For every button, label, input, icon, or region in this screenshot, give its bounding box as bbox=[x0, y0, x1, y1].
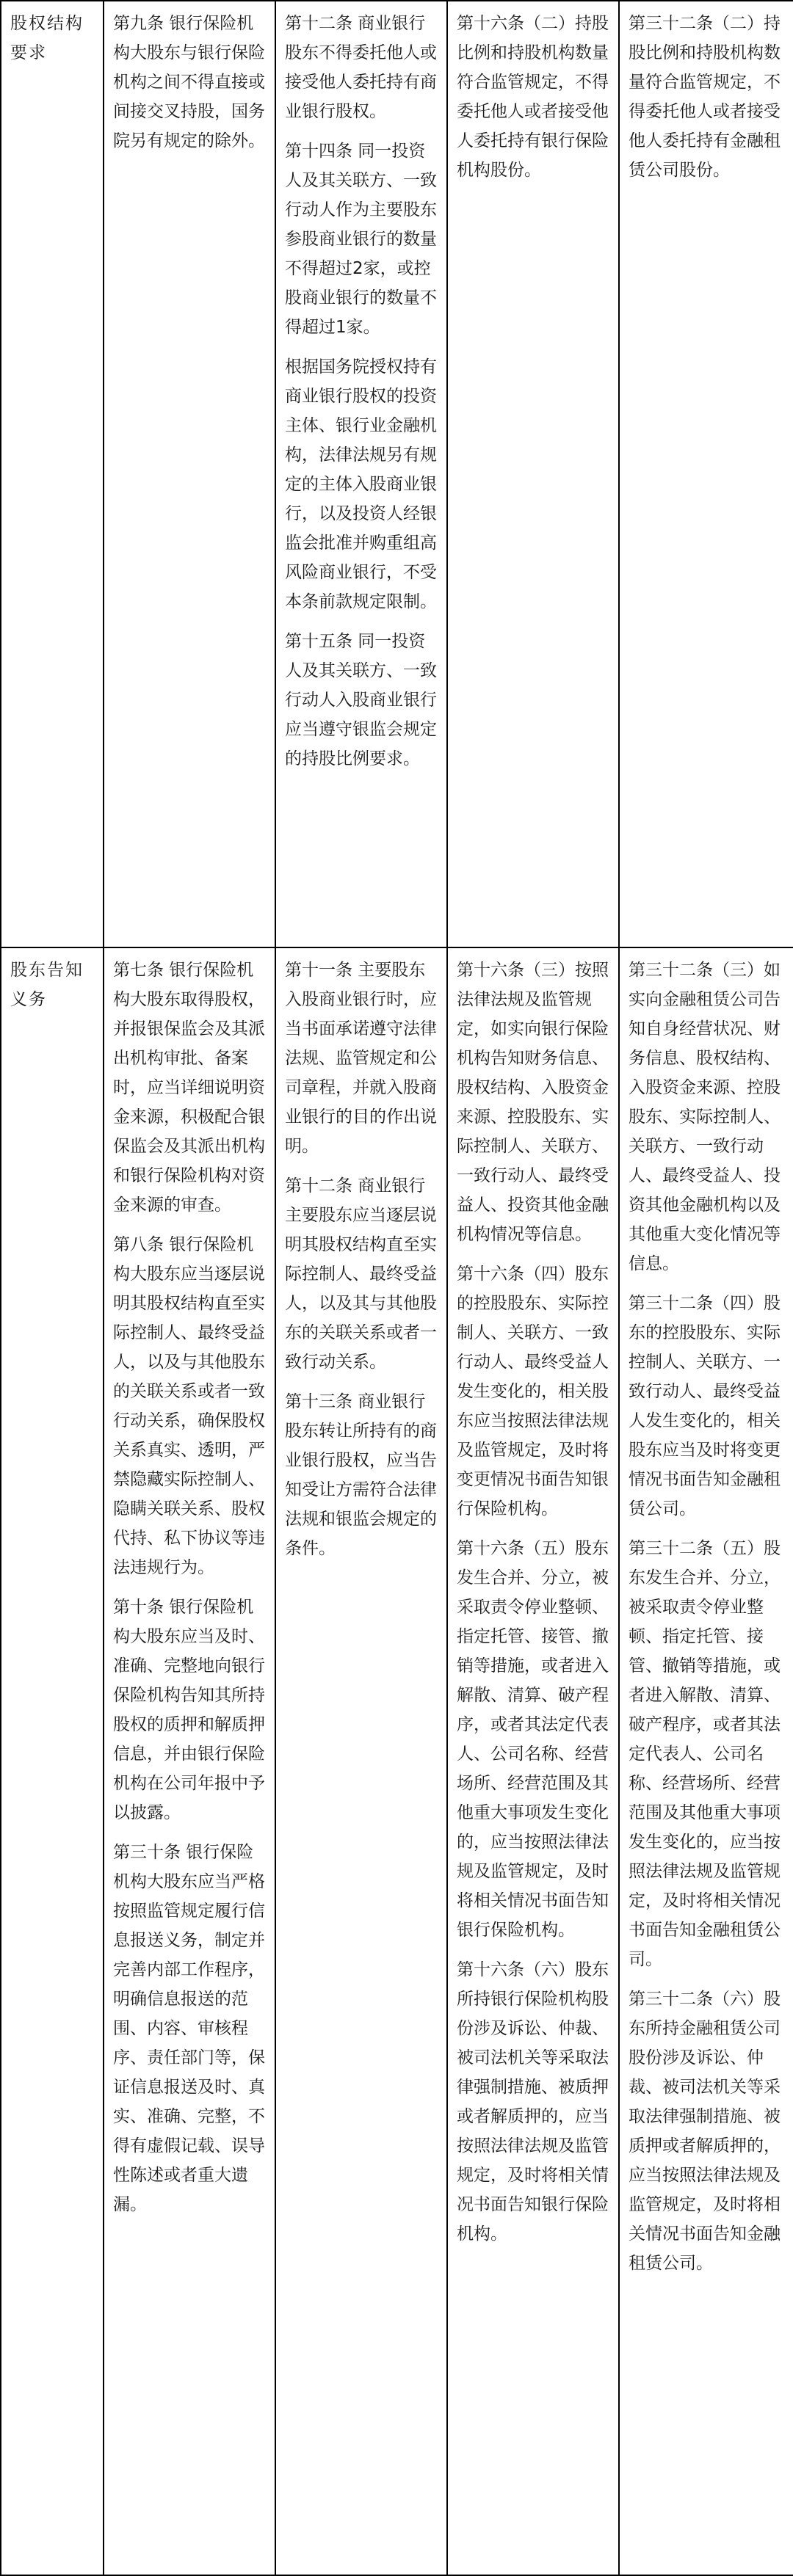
article-text: 第十六条（四）股东的控股股东、实际控制人、关联方、一致行动人、最终受益人发生变化的，相关股东应当按照法律法规及监管规定，及时将变更情况书面告知银行保险机构。 bbox=[457, 1265, 609, 1518]
table-cell bbox=[275, 1, 447, 947]
article-text: 第十六条（五）股东发生合并、分立，被采取责令停业整顿、指定托管、接管、撤销等措施，或者进入解散、清算、破产程序，或者其法定代表人、公司名称、经营场所、经营范围及其他重大事项发生变化的，应当按照法律法规及监管规定，及时将相关情况书面告知银行保险机构。 bbox=[457, 1539, 609, 1940]
article-text: 第七条 银行保险机构大股东取得股权，并报银保监会及其派出机构审批、备案时，应当详细说明资金来源，积极配合银保监会及其派出机构和银行保险机构对资金来源的审查。 bbox=[113, 961, 265, 1215]
article-text: 第三十二条（二）持股比例和持股机构数量符合监管规定，不得委托他人或者接受他人委托持有金融租赁公司股份。 bbox=[629, 14, 781, 180]
article-text: 第十六条（六）股东所持银行保险机构股份涉及诉讼、仲裁、被司法机关等采取法律强制措施、被质押或者解质押的，应当按照法律法规及监管规定，及时将相关情况书面告知银行保险机构。 bbox=[457, 1960, 609, 2244]
table-row-equity-structure bbox=[1, 1, 793, 947]
article-text: 第十三条 商业银行股东转让所持有的商业银行股权，应当告知受让方需符合法律法规和银监会规定的条件。 bbox=[285, 1392, 437, 1558]
row-label-cell bbox=[1, 947, 104, 2575]
article-text: 第九条 银行保险机构大股东与银行保险机构之间不得直接或间接交叉持股，国务院另有规定的除外。 bbox=[113, 14, 265, 150]
article-text: 第十六条（三）按照法律法规及监管规定，如实向银行保险机构告知财务信息、股权结构、入股资金来源、控股股东、实际控制人、关联方、一致行动人、最终受益人、投资其他金融机构情况等信息。 bbox=[457, 961, 609, 1244]
article-text: 第三十二条（三）如实向金融租赁公司告知自身经营状况、财务信息、股权结构、入股资金来源、控股股东、实际控制人、关联方、一致行动人、最终受益人、投资其他金融机构以及其他重大变化情况等信息。 bbox=[629, 961, 781, 1273]
table-cell bbox=[275, 947, 447, 2575]
table-cell bbox=[104, 1, 275, 947]
article-text: 第三十二条（四）股东的控股股东、实际控制人、关联方、一致行动人、最终受益人发生变化的，相关股东应当及时将变更情况书面告知金融租赁公司。 bbox=[629, 1294, 781, 1518]
table-cell bbox=[104, 947, 275, 2575]
article-text: 第十二条 商业银行主要股东应当逐层说明其股权结构直至实际控制人、最终受益人，以及其与其他股东的关联关系或者一致行动关系。 bbox=[285, 1176, 437, 1372]
article-text: 第十二条 商业银行股东不得委托他人或接受他人委托持有商业银行股权。 bbox=[285, 14, 437, 121]
row-label: 股东告知义务 bbox=[10, 961, 84, 1009]
table-cell bbox=[619, 1, 793, 947]
article-text: 第十四条 同一投资人及其关联方、一致行动人作为主要股东参股商业银行的数量不得超过2家，或控股商业银行的数量不得超过1家。 bbox=[285, 142, 437, 337]
article-text: 第三十二条（五）股东发生合并、分立，被采取责令停业整顿、指定托管、接管、撤销等措施，或者进入解散、清算、破产程序，或者其法定代表人、公司名称、经营场所、经营范围及其他重大事项发生变化的，应当按照法律法规及监管规定，及时将相关情况书面告知金融租赁公司。 bbox=[629, 1539, 781, 1969]
row-label: 股权结构要求 bbox=[10, 14, 84, 62]
article-text: 第十条 银行保险机构大股东应当及时、准确、完整地向银行保险机构告知其所持股权的质押和解质押信息，并由银行保险机构在公司年报中予以披露。 bbox=[113, 1598, 265, 1822]
article-text: 根据国务院授权持有商业银行股权的投资主体、银行业金融机构，法律法规另有规定的主体入股商业银行，以及投资人经银监会批准并购重组高风险商业银行，不受本条前款规定限制。 bbox=[285, 357, 437, 611]
table-cell bbox=[619, 947, 793, 2575]
article-text: 第十六条（二）持股比例和持股机构数量符合监管规定，不得委托他人或者接受他人委托持有银行保险机构股份。 bbox=[457, 14, 609, 180]
table-row-shareholder-disclosure bbox=[1, 947, 793, 2575]
article-text: 第三十条 银行保险机构大股东应当严格按照监管规定履行信息报送义务，制定并完善内部工作程序，明确信息报送的范围、内容、审核程序、责任部门等，保证信息报送及时、真实、准确、完整，不得有虚假记载、误导性陈述或者重大遗漏。 bbox=[113, 1843, 265, 2214]
table-cell bbox=[447, 947, 619, 2575]
row-label-cell bbox=[1, 1, 104, 947]
article-text: 第三十二条（六）股东所持金融租赁公司股份涉及诉讼、仲裁、被司法机关等采取法律强制措施、被质押或者解质押的，应当按照法律法规及监管规定，及时将相关情况书面告知金融租赁公司。 bbox=[629, 1990, 781, 2273]
article-text: 第十五条 同一投资人及其关联方、一致行动人入股商业银行应当遵守银监会规定的持股比例要求。 bbox=[285, 632, 437, 768]
article-text: 第十一条 主要股东入股商业银行时，应当书面承诺遵守法律法规、监管规定和公司章程，并就入股商业银行的目的作出说明。 bbox=[285, 961, 437, 1156]
article-text: 第八条 银行保险机构大股东应当逐层说明其股权结构直至实际控制人、最终受益人，以及与其他股东的关联关系或者一致行动关系，确保股权关系真实、透明，严禁隐藏实际控制人、隐瞒关联关系、股权代持、私下协议等违法违规行为。 bbox=[113, 1235, 265, 1577]
table-cell bbox=[447, 1, 619, 947]
